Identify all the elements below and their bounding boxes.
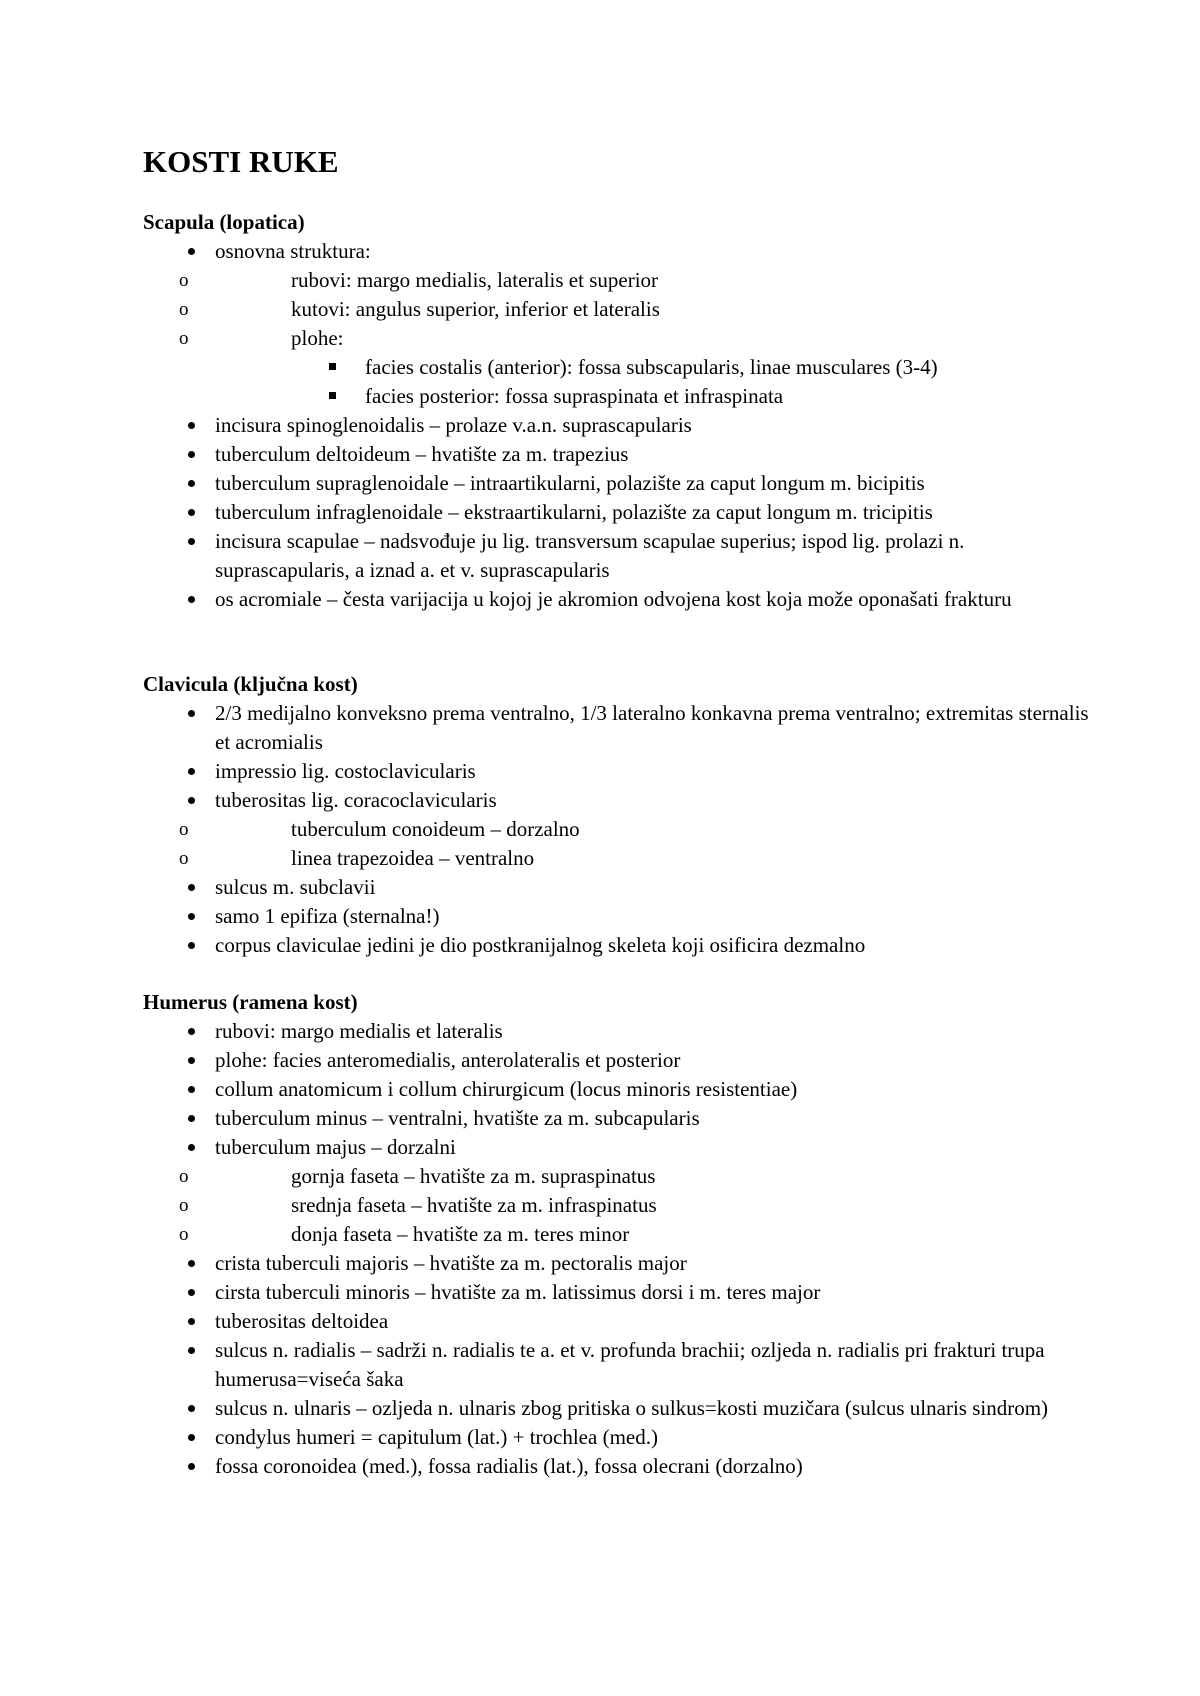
list-item bbox=[143, 757, 1103, 786]
list-item bbox=[143, 527, 1103, 585]
sub-list-item bbox=[217, 1220, 1103, 1249]
list-item-text: incisura scapulae – nadsvođuje ju lig. transversum scapulae superius; ispod lig. prolazi n. suprascapularis, a iznad a. et v. suprascapularis bbox=[215, 529, 965, 582]
list-item-text: osnovna struktura: bbox=[215, 239, 371, 263]
sub-item-text: linea trapezoidea – ventralno bbox=[291, 846, 535, 870]
bullet-list bbox=[143, 237, 1103, 614]
sub-sub-item-text: facies posterior: fossa supraspinata et infraspinata bbox=[365, 384, 784, 408]
list-item bbox=[143, 1075, 1103, 1104]
list-item-text: samo 1 epifiza (sternalna!) bbox=[215, 904, 440, 928]
sub-list-item bbox=[217, 1162, 1103, 1191]
list-item-text: sulcus n. radialis – sadrži n. radialis te a. et v. profunda brachii; ozljeda n. radialis pri frakturi trupa humerusa=viseća šaka bbox=[215, 1338, 1045, 1391]
list-item bbox=[143, 873, 1103, 902]
section-heading: Humerus (ramena kost) bbox=[143, 990, 358, 1014]
list-item-text: incisura spinoglenoidalis – prolaze v.a.n. suprascapularis bbox=[215, 413, 692, 437]
sub-item-text: donja faseta – hvatište za m. teres minor bbox=[291, 1222, 630, 1246]
sub-list bbox=[143, 266, 1103, 411]
section-scapula bbox=[143, 208, 1103, 614]
sub-list-item bbox=[217, 324, 1103, 411]
list-item-text: tuberositas lig. coracoclavicularis bbox=[215, 788, 497, 812]
list-item-text: os acromiale – česta varijacija u kojoj je akromion odvojena kost koja može oponašati frakturu bbox=[215, 587, 1012, 611]
list-item-text: collum anatomicum i collum chirurgicum (locus minoris resistentiae) bbox=[215, 1077, 798, 1101]
list-item-text: sulcus m. subclavii bbox=[215, 875, 376, 899]
list-item-text: cirsta tuberculi minoris – hvatište za m. latissimus dorsi i m. teres major bbox=[215, 1280, 821, 1304]
sub-list-item bbox=[217, 266, 1103, 295]
list-item bbox=[143, 931, 1103, 960]
list-item-text: 2/3 medijalno konveksno prema ventralno, 1/3 lateralno konkavna prema ventralno; extremitas sternalis et acromialis bbox=[215, 701, 1089, 754]
list-item bbox=[143, 699, 1103, 757]
sub-list-item bbox=[217, 844, 1103, 873]
sub-list bbox=[143, 1162, 1103, 1249]
sub-sub-list bbox=[291, 353, 1103, 411]
list-item-text: tuberculum supraglenoidale – intraartikularni, polazište za caput longum m. bicipitis bbox=[215, 471, 925, 495]
section-heading: Clavicula (ključna kost) bbox=[143, 672, 358, 696]
section-heading: Scapula (lopatica) bbox=[143, 210, 305, 234]
section-clavicula bbox=[143, 670, 1103, 960]
list-item bbox=[143, 1423, 1103, 1452]
sub-sub-item-text: facies costalis (anterior): fossa subscapularis, linae musculares (3-4) bbox=[365, 355, 938, 379]
list-item bbox=[143, 1249, 1103, 1278]
list-item bbox=[143, 469, 1103, 498]
list-item bbox=[143, 1278, 1103, 1307]
list-item-text: corpus claviculae jedini je dio postkranijalnog skeleta koji osificira dezmalno bbox=[215, 933, 866, 957]
list-item bbox=[143, 1394, 1103, 1423]
sub-list-item bbox=[217, 815, 1103, 844]
list-item-text: tuberculum minus – ventralni, hvatište za m. subcapularis bbox=[215, 1106, 700, 1130]
list-item bbox=[143, 786, 1103, 873]
section-humerus bbox=[143, 988, 1103, 1481]
sub-list bbox=[143, 815, 1103, 873]
list-item-text: fossa coronoidea (med.), fossa radialis (lat.), fossa olecrani (dorzalno) bbox=[215, 1454, 803, 1478]
list-item-text: sulcus n. ulnaris – ozljeda n. ulnaris zbog pritiska o sulkus=kosti muzičara (sulcus ulnaris sindrom) bbox=[215, 1396, 1049, 1420]
list-item bbox=[143, 1133, 1103, 1249]
list-item bbox=[143, 498, 1103, 527]
list-item bbox=[143, 237, 1103, 411]
sub-list-item bbox=[217, 295, 1103, 324]
list-item-text: impressio lig. costoclavicularis bbox=[215, 759, 476, 783]
sub-item-text: gornja faseta – hvatište za m. supraspinatus bbox=[291, 1164, 656, 1188]
list-item bbox=[143, 1336, 1103, 1394]
sub-item-text: tuberculum conoideum – dorzalno bbox=[291, 817, 580, 841]
list-item-text: tuberculum majus – dorzalni bbox=[215, 1135, 456, 1159]
sub-item-text: srednja faseta – hvatište za m. infraspinatus bbox=[291, 1193, 657, 1217]
list-item bbox=[143, 1017, 1103, 1046]
list-item-text: condylus humeri = capitulum (lat.) + trochlea (med.) bbox=[215, 1425, 658, 1449]
list-item-text: plohe: facies anteromedialis, anterolateralis et posterior bbox=[215, 1048, 681, 1072]
list-item-text: crista tuberculi majoris – hvatište za m. pectoralis major bbox=[215, 1251, 687, 1275]
page-title: KOSTI RUKE bbox=[143, 144, 339, 179]
bullet-list bbox=[143, 699, 1103, 960]
sub-list-item bbox=[217, 1191, 1103, 1220]
list-item-text: tuberculum deltoideum – hvatište za m. trapezius bbox=[215, 442, 629, 466]
list-item bbox=[143, 1046, 1103, 1075]
list-item bbox=[143, 411, 1103, 440]
list-item bbox=[143, 1104, 1103, 1133]
list-item bbox=[143, 1307, 1103, 1336]
list-item-text: tuberculum infraglenoidale – ekstraartikularni, polazište za caput longum m. tricipitis bbox=[215, 500, 933, 524]
sub-sub-list-item bbox=[365, 353, 1103, 382]
sub-item-text: plohe: bbox=[291, 326, 344, 350]
list-item bbox=[143, 1452, 1103, 1481]
sub-item-text: rubovi: margo medialis, lateralis et superior bbox=[291, 268, 659, 292]
list-item-text: tuberositas deltoidea bbox=[215, 1309, 389, 1333]
list-item bbox=[143, 902, 1103, 931]
sub-sub-list-item bbox=[365, 382, 1103, 411]
list-item-text: rubovi: margo medialis et lateralis bbox=[215, 1019, 503, 1043]
list-item bbox=[143, 440, 1103, 469]
list-item bbox=[143, 585, 1103, 614]
bullet-list bbox=[143, 1017, 1103, 1481]
sub-item-text: kutovi: angulus superior, inferior et lateralis bbox=[291, 297, 660, 321]
